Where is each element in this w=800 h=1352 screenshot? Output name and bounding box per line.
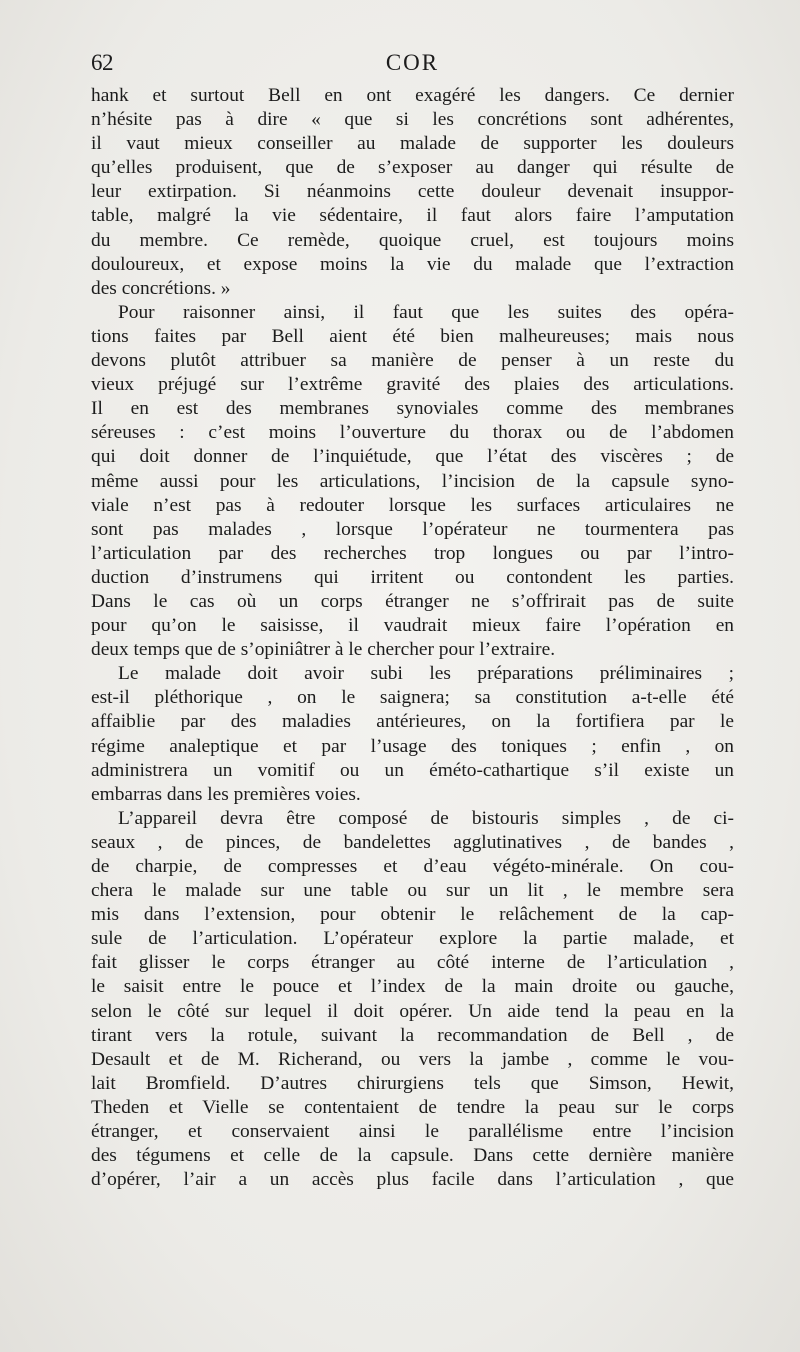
text-line: des concrétions. » bbox=[91, 277, 231, 299]
text-line: mis dans l’extension, pour obtenir le relâchement de la cap- bbox=[91, 904, 734, 926]
text-line: chera le malade sur une table ou sur un lit , le membre sera bbox=[91, 880, 734, 902]
text-line: vieux préjugé sur l’extrême gravité des plaies des articulations. bbox=[91, 374, 734, 396]
text-line: duction d’instrumens qui irritent ou contondent les parties. bbox=[91, 566, 734, 588]
text-line: L’appareil devra être composé de bistouris simples , de ci- bbox=[118, 807, 734, 829]
text-line: table, malgré la vie sédentaire, il faut alors faire l’amputation bbox=[91, 205, 734, 227]
text-line: hank et surtout Bell en ont exagéré les dangers. Ce dernier bbox=[91, 85, 734, 106]
text-line: deux temps que de s’opiniâtrer à le chercher pour l’extraire. bbox=[91, 639, 556, 661]
text-line: lait Bromfield. D’autres chirurgiens tels que Simson, Hewit, bbox=[91, 1072, 734, 1094]
page-header bbox=[91, 50, 734, 84]
body-text bbox=[91, 84, 734, 1192]
text-line: qui doit donner de l’inquiétude, que l’état des viscères ; de bbox=[91, 446, 734, 468]
text-line: de charpie, de compresses et d’eau végéto-minérale. On cou- bbox=[91, 856, 734, 877]
text-line: qu’elles produisent, que de s’exposer au danger qui résulte de bbox=[91, 157, 734, 179]
text-line: Desault et de M. Richerand, ou vers la jambe , comme le vou- bbox=[91, 1048, 734, 1070]
text-line: seaux , de pinces, de bandelettes agglutinatives , de bandes , bbox=[91, 831, 734, 853]
text-line: du membre. Ce remède, quoique cruel, est toujours moins bbox=[91, 229, 734, 251]
text-line: viale n’est pas à redouter lorsque les surfaces articulaires ne bbox=[91, 494, 734, 516]
text-line: n’hésite pas à dire « que si les concrétions sont adhérentes, bbox=[91, 109, 734, 131]
text-line: il vaut mieux conseiller au malade de supporter les douleurs bbox=[91, 133, 734, 155]
text-line: douloureux, et expose moins la vie du malade que l’extraction bbox=[91, 253, 734, 275]
text-line: embarras dans les premières voies. bbox=[91, 783, 361, 805]
text-line: des tégumens et celle de la capsule. Dans cette dernière manière bbox=[91, 1145, 734, 1167]
text-line: Il en est des membranes synoviales comme des membranes bbox=[91, 398, 734, 420]
text-line: Theden et Vielle se contentaient de tendre la peau sur le corps bbox=[91, 1096, 734, 1118]
text-line: d’opérer, l’air a un accès plus facile dans l’articulation , que bbox=[91, 1169, 734, 1191]
text-line: fait glisser le corps étranger au côté interne de l’articulation , bbox=[91, 952, 734, 974]
text-line: Dans le cas où un corps étranger ne s’offrirait pas de suite bbox=[91, 590, 734, 612]
text-line: étranger, et conservaient ainsi le parallélisme entre l’incision bbox=[91, 1121, 734, 1143]
running-head: COR bbox=[385, 50, 440, 75]
text-line: tirant vers la rotule, suivant la recommandation de Bell , de bbox=[91, 1024, 734, 1046]
text-line: administrera un vomitif ou un éméto-cathartique s’il existe un bbox=[91, 759, 734, 781]
text-line: régime analeptique et par l’usage des toniques ; enfin , on bbox=[91, 735, 734, 757]
text-line: devons plutôt attribuer sa manière de penser à un reste du bbox=[91, 350, 734, 372]
text-line: leur extirpation. Si néanmoins cette douleur devenait insuppor- bbox=[91, 181, 734, 203]
text-line: tions faites par Bell aient été bien malheureuses; mais nous bbox=[91, 325, 734, 347]
text-line: est-il pléthorique , on le saignera; sa constitution a-t-elle été bbox=[91, 687, 734, 709]
text-line: Le malade doit avoir subi les préparations préliminaires ; bbox=[118, 663, 734, 685]
text-line: sule de l’articulation. L’opérateur explore la partie malade, et bbox=[91, 928, 734, 950]
page-number: 62 bbox=[91, 50, 113, 75]
text-line: affaiblie par des maladies antérieures, on la fortifiera par le bbox=[91, 711, 734, 733]
text-line: Pour raisonner ainsi, il faut que les suites des opéra- bbox=[118, 301, 734, 323]
text-line: le saisit entre le pouce et l’index de la main droite ou gauche, bbox=[91, 976, 734, 998]
text-line: sont pas malades , lorsque l’opérateur ne tourmentera pas bbox=[91, 518, 734, 540]
text-line: l’articulation par des recherches trop longues ou par l’intro- bbox=[91, 542, 734, 564]
text-line: pour qu’on le saisisse, il vaudrait mieux faire l’opération en bbox=[91, 615, 734, 637]
text-line: même aussi pour les articulations, l’incision de la capsule syno- bbox=[91, 470, 734, 492]
text-line: séreuses : c’est moins l’ouverture du thorax ou de l’abdomen bbox=[91, 422, 734, 444]
text-line: selon le côté sur lequel il doit opérer. Un aide tend la peau en la bbox=[91, 1000, 734, 1022]
